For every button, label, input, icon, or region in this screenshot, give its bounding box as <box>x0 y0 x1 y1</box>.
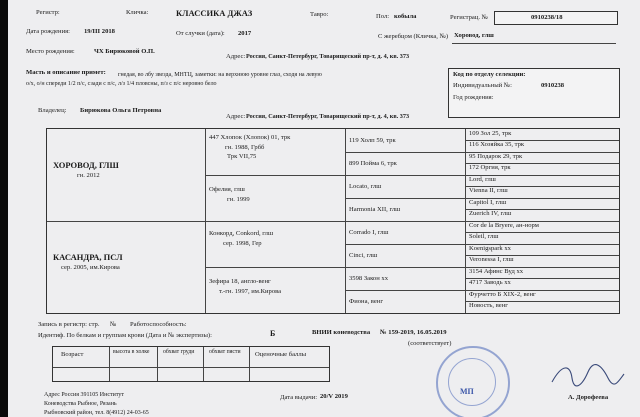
institute-line3: Рыбновский район, тел. 8(4912) 24-03-65 <box>44 410 149 416</box>
col-chest: обхват груди <box>163 349 195 355</box>
ggreat-ancestor: Новость, венг <box>469 302 508 309</box>
foal-label: С жеребцом (Кличка, №) <box>378 33 449 40</box>
owner-value: Бирюкова Ольга Петровна <box>80 107 162 114</box>
grandparent-name: Зефира 18, англо-венг <box>209 278 271 285</box>
ggreat-ancestor: Capitol I, глш <box>469 199 507 206</box>
ggreat-ancestor: Zuerich IV, глш <box>469 210 512 217</box>
ggreat-ancestor: 3154 Афинс Вуд хх <box>469 268 524 275</box>
great-grandparent: 899 Пойма 6, трк <box>349 160 397 167</box>
ggreat-ancestor: Фурчетто Б XIX-2, венг <box>469 291 536 298</box>
horse-passport-document <box>8 0 640 417</box>
ggreat-ancestor: Veronessa I, глш <box>469 256 514 263</box>
col-withers: высота в холке <box>113 349 150 355</box>
col-scores: Оценочные баллы <box>255 351 307 358</box>
color-desc-line1: гнедая, во лбу звезда, МНТЦ, заметки: на верхнюю уровне глаз, сходя на левую <box>118 72 322 78</box>
great-grandparent: Cinci, глш <box>349 252 378 259</box>
great-grandparent: Фиона, венг <box>349 298 384 305</box>
great-grandparent: Harmonia XII, глш <box>349 206 401 213</box>
foal-underline <box>452 43 616 44</box>
stamp-inner-ring <box>448 358 496 406</box>
birth-date-value: 19/III 2018 <box>84 28 115 35</box>
ggreat-ancestor: Vienna II, глш <box>469 187 508 194</box>
owner-address-label: Адрес: <box>226 113 246 120</box>
grandparent-name: Офелия, глш <box>209 186 245 193</box>
ggreat-ancestor: Lord, глш <box>469 176 496 183</box>
mating-year: 2017 <box>238 30 252 37</box>
conformity: (соответствует) <box>408 340 452 347</box>
ggreat-ancestor: Soleil, глш <box>469 233 499 240</box>
ggreat-ancestor: 172 Оргия, трк <box>469 164 511 171</box>
record-no-label: № <box>110 321 117 328</box>
col-cannon: обхват пясти <box>209 349 241 355</box>
individual-no-label: Индивидуальный №: <box>453 82 512 89</box>
vnii-label: ВНИИ коневодства <box>312 329 371 336</box>
nickname-value: КЛАССИКА ДЖАЗ <box>176 8 253 18</box>
issued-date: 20/V 2019 <box>320 393 348 400</box>
performance-label: Работоспособность: <box>130 321 187 328</box>
grandparent-extra2: Трк VII,75 <box>227 153 257 160</box>
nickname-label: Кличка: <box>126 9 149 16</box>
measurements-table <box>52 346 330 382</box>
great-grandparent: Locato, глш <box>349 183 382 190</box>
mating-label: От случки (дата): <box>176 30 225 37</box>
color-desc-line2: о/х, о/н спереди 1/2 п/с, сзади с п/с, л/з 1/4 пловсны, п/з с п/с неровно бело <box>26 81 217 87</box>
reg-no-box <box>494 11 618 25</box>
doc-number: № 159-2019, 16.05.2019 <box>380 329 447 336</box>
institute-line1: Адрес Россия 391105 Институт <box>44 392 124 398</box>
ggreat-ancestor: 95 Подарок 29, трк <box>469 153 523 160</box>
individual-no-value: 0910238 <box>541 82 565 89</box>
dam-name: КАСАНДРА, ПСЛ <box>53 252 123 262</box>
ident-mark: Б <box>270 329 276 338</box>
ident-label: Идентиф. По белкам и группам крови (Дата и № экспертизы): <box>38 332 212 339</box>
birth-date-label: Дата рождения: <box>26 28 70 35</box>
grandparent-extra: гн. 1999 <box>227 196 250 203</box>
ggreat-ancestor: Koenigspark хх <box>469 245 511 252</box>
signer-name: А. Дорофеева <box>568 394 609 401</box>
year-label: Год рождения: <box>453 94 494 101</box>
brand-label: Тавро: <box>310 11 329 18</box>
great-grandparent: 119 Холп 59, трк <box>349 137 396 144</box>
ggreat-ancestor: 116 Хозяйка 35, трк <box>469 141 525 148</box>
birth-address: Россия, Санкт-Петербург, Товарищеский пр-т, д. 4, кв. 373 <box>246 53 410 60</box>
grandparent-extra: т.-гн. 1997, им.Кирова <box>219 288 282 295</box>
grandparent-extra: гн. 1988, Грбб <box>225 144 265 151</box>
color-label: Масть и описание примет: <box>26 69 106 76</box>
foal-value: Хоровод, глш <box>454 32 494 39</box>
owner-label: Владелец: <box>38 107 67 114</box>
reg-no-value: 0910238/18 <box>531 14 563 21</box>
sex-label: Пол: <box>376 13 390 20</box>
record-label: Запись в регистр: стр. <box>38 321 100 328</box>
col-age: Возраст <box>61 351 84 358</box>
signature-icon <box>548 360 628 390</box>
sire-name: ХОРОВОД, ГЛШ <box>53 160 119 170</box>
birth-place-value: ЧХ Бирюковой О.П. <box>94 48 155 55</box>
owner-address: Россия, Санкт-Петербург, Товарищеский пр-т, д. 4, кв. 373 <box>246 113 410 120</box>
pedigree-table <box>46 128 620 314</box>
grandparent-name: Конкорд, Conkord, глш <box>209 230 274 237</box>
grandparent-extra: сер. 1998, Гер <box>223 240 262 247</box>
issued-label: Дата выдачи: <box>280 394 318 401</box>
grandparent-name: 447 Хлопок (Хлопок) 01, трк <box>209 134 291 141</box>
ggreat-ancestor: 4717 Заводь хх <box>469 279 511 286</box>
institute-line2: Коневодства Рыбное, Рязань <box>44 401 117 407</box>
reg-no-label: Регистрац. № <box>450 14 488 21</box>
stamp-text: МП <box>460 387 474 396</box>
ggreat-ancestor: 109 Зол 25, трк <box>469 130 512 137</box>
registry-label: Регистр: <box>36 9 60 16</box>
breeder-box-title: Код по отделу селекции: <box>453 71 526 78</box>
sire-year: гн. 2012 <box>77 172 100 179</box>
birth-place-label: Место рождения: <box>26 48 75 55</box>
dam-year: сер. 2005, им.Кирова <box>61 264 120 271</box>
address-label: Адрес: <box>226 53 246 60</box>
breeder-box <box>448 68 620 118</box>
ggreat-ancestor: Cor de la Bryere, ан-норм <box>469 222 539 229</box>
great-grandparent: 3598 Закон хх <box>349 275 389 282</box>
sex-value: кобыла <box>394 13 417 20</box>
great-grandparent: Corrado I, глш <box>349 229 389 236</box>
